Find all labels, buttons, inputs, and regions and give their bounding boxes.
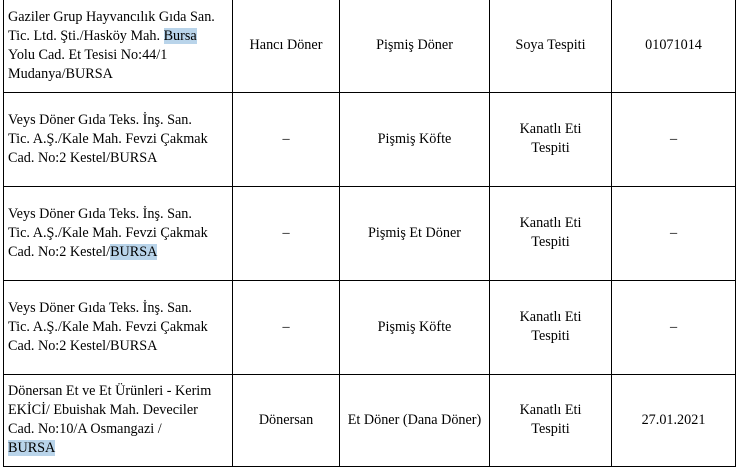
product-cell: Pişmiş Et Döner bbox=[340, 186, 490, 280]
finding-cell: Kanatlı Eti Tespiti bbox=[490, 92, 612, 186]
table-row bbox=[4, 280, 736, 374]
product-cell: Pişmiş Döner bbox=[340, 0, 490, 92]
highlighted-text: BURSA bbox=[110, 243, 158, 260]
finding-cell: Soya Tespiti bbox=[490, 0, 612, 92]
results-table bbox=[3, 0, 736, 467]
table-row bbox=[4, 0, 736, 92]
product-cell: Pişmiş Köfte bbox=[340, 92, 490, 186]
table-row bbox=[4, 374, 736, 466]
lot-cell: 01071014 bbox=[612, 0, 736, 92]
product-cell: Et Döner (Dana Döner) bbox=[340, 374, 490, 466]
brand-cell: – bbox=[233, 186, 340, 280]
brand-cell: – bbox=[233, 280, 340, 374]
product-cell: Pişmiş Köfte bbox=[340, 280, 490, 374]
highlighted-text: BURSA bbox=[8, 440, 56, 456]
firm-address-cell: Veys Döner Gıda Teks. İnş. San. Tic. A.Ş./Kale Mah. Fevzi Çakmak Cad. No:2 Kestel/BURSA bbox=[4, 280, 233, 374]
brand-cell: Hancı Döner bbox=[233, 0, 340, 92]
lot-cell: – bbox=[612, 92, 736, 186]
table-row bbox=[4, 92, 736, 186]
highlighted-text: Bursa bbox=[163, 27, 197, 44]
firm-address-cell: Dönersan Et ve Et Ürünleri - Kerim EKİCİ/ Ebuishak Mah. Deveciler Cad. No:10/A Osmangazi / BURSA bbox=[4, 374, 233, 466]
lot-cell: – bbox=[612, 280, 736, 374]
finding-cell: Kanatlı Eti Tespiti bbox=[490, 280, 612, 374]
brand-cell: – bbox=[233, 92, 340, 186]
firm-address-cell: Veys Döner Gıda Teks. İnş. San. Tic. A.Ş./Kale Mah. Fevzi Çakmak Cad. No:2 Kestel/BURSA bbox=[4, 186, 233, 280]
firm-address-cell: Gaziler Grup Hayvancılık Gıda San. Tic. Ltd. Şti./Hasköy Mah. Bursa Yolu Cad. Et Tesisi No:44/1 Mudanya/BURSA bbox=[4, 0, 233, 92]
lot-cell: 27.01.2021 bbox=[612, 374, 736, 466]
finding-cell: Kanatlı Eti Tespiti bbox=[490, 186, 612, 280]
firm-address-cell: Veys Döner Gıda Teks. İnş. San. Tic. A.Ş./Kale Mah. Fevzi Çakmak Cad. No:2 Kestel/BURSA bbox=[4, 92, 233, 186]
lot-cell: – bbox=[612, 186, 736, 280]
table-row bbox=[4, 186, 736, 280]
brand-cell: Dönersan bbox=[233, 374, 340, 466]
finding-cell: Kanatlı Eti Tespiti bbox=[490, 374, 612, 466]
